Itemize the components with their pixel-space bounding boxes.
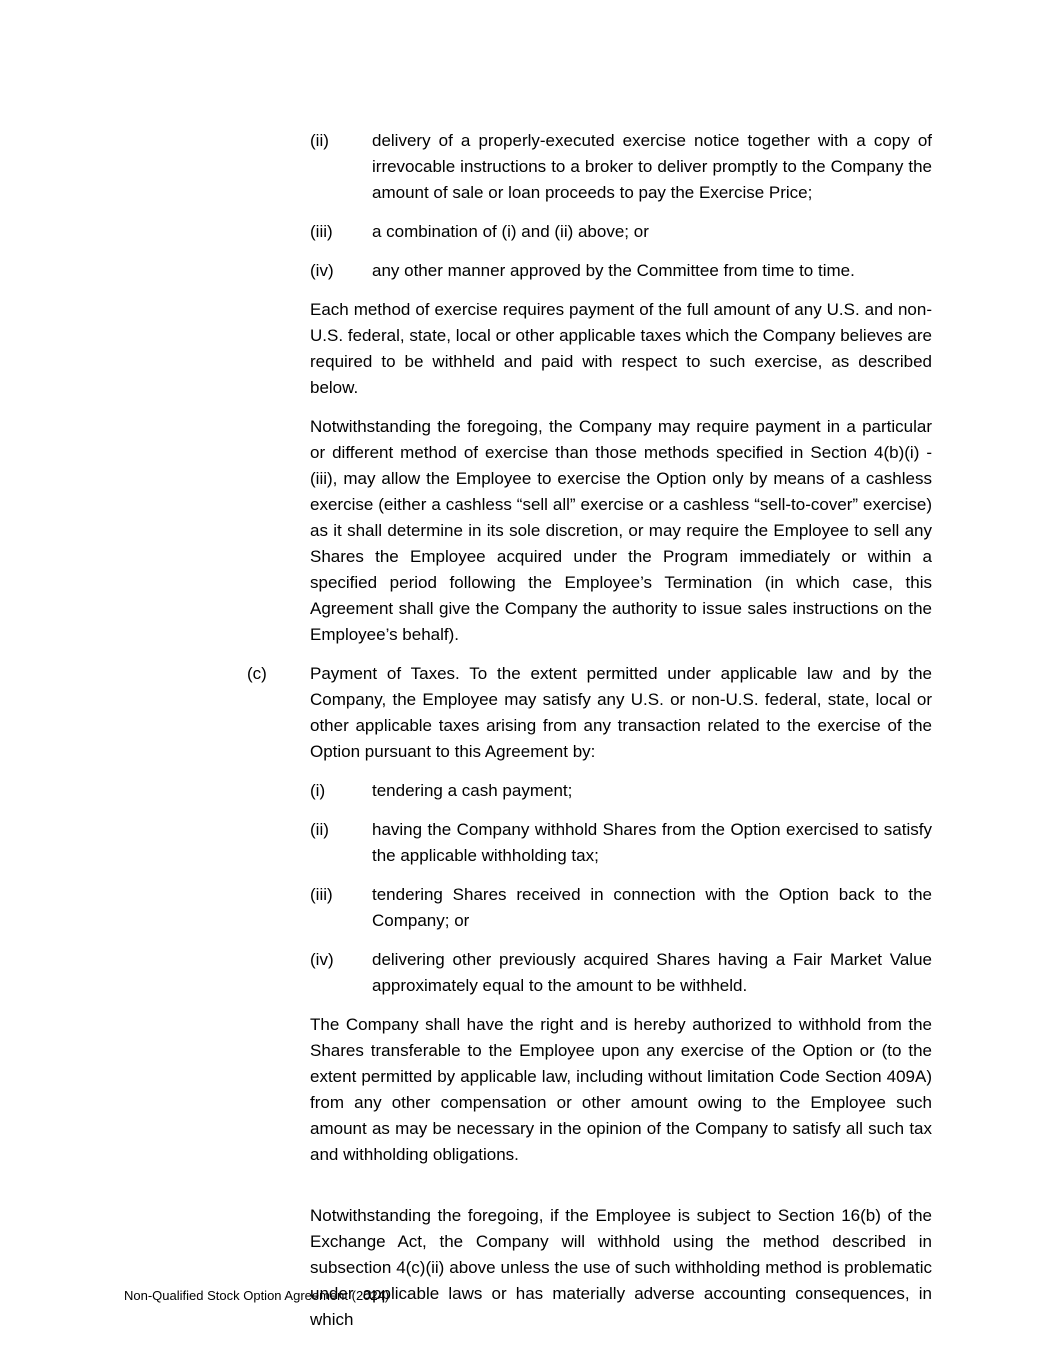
list-item-b-iii [310,219,932,245]
list-item-text: any other manner approved by the Committee from time to time. [372,261,855,280]
list-item-c [247,661,932,765]
list-item-b-ii [310,128,932,206]
list-number: (ii) [310,131,329,150]
list-item-text: Payment of Taxes. To the extent permitted under applicable law and by the Company, the Employee may satisfy any U.S. or non-U.S. federal, state, local or other applicable taxes arising from any transaction related to the exercise of the Option pursuant to this Agreement by: [310,664,932,761]
list-number: (iv) [310,950,334,969]
page-footer: Non-Qualified Stock Option Agreement (2024) [124,1288,390,1303]
list-item-b-iv [310,258,932,284]
list-number: (iii) [310,885,333,904]
list-item-text: tendering Shares received in connection with the Option back to the Company; or [372,885,932,930]
list-number: (iv) [310,261,334,280]
paragraph-company-withhold: The Company shall have the right and is hereby authorized to withhold from the Shares transferable to the Employee upon any exercise of the Option or (to the extent permitted by applicable law, including without limitation Code Section 409A) from any other compensation or other amount owing to the Employee such amount as may be necessary in the opinion of the Company to satisfy all such tax and withholding obligations. [310,1015,932,1164]
list-item-c-i [310,778,932,804]
paragraph-notwithstanding-16b: Notwithstanding the foregoing, if the Employee is subject to Section 16(b) of the Exchange Act, the Company will withhold using the method described in subsection 4(c)(ii) above unless the use of such withholding method is problematic under applicable laws or has materially adverse accounting consequences, in which [310,1206,932,1329]
list-item-text: a combination of (i) and (ii) above; or [372,222,649,241]
list-item-text: delivery of a properly-executed exercise notice together with a copy of irrevocable instructions to a broker to deliver promptly to the Company the amount of sale or loan proceeds to pay the Exercise Price; [372,131,932,202]
list-item-text: having the Company withhold Shares from the Option exercised to satisfy the applicable withholding tax; [372,820,932,865]
list-number: (c) [247,664,267,683]
list-number: (i) [310,781,326,800]
document-body [247,128,932,1346]
paragraph-each-method: Each method of exercise requires payment of the full amount of any U.S. and non-U.S. federal, state, local or other applicable taxes which the Company believes are required to be withheld and paid with respect to such exercise, as described below. [310,300,932,397]
list-number: (ii) [310,820,329,839]
list-item-c-iv [310,947,932,999]
list-number: (iii) [310,222,333,241]
list-item-text: delivering other previously acquired Shares having a Fair Market Value approximately equal to the amount to be withheld. [372,950,932,995]
paragraph-notwithstanding-exercise: Notwithstanding the foregoing, the Company may require payment in a particular or different method of exercise than those methods specified in Section 4(b)(i) - (iii), may allow the Employee to exercise the Option only by means of a cashless exercise (either a cashless “sell all” exercise or a cashless “sell-to-cover” exercise) as it shall determine in its sole discretion, or may require the Employee to sell any Shares the Employee acquired under the Program immediately or within a specified period following the Employee’s Termination (in which case, this Agreement shall give the Company the authority to issue sales instructions on the Employee’s behalf). [310,417,932,644]
list-item-text: tendering a cash payment; [372,781,573,800]
list-item-c-ii [310,817,932,869]
list-item-c-iii [310,882,932,934]
